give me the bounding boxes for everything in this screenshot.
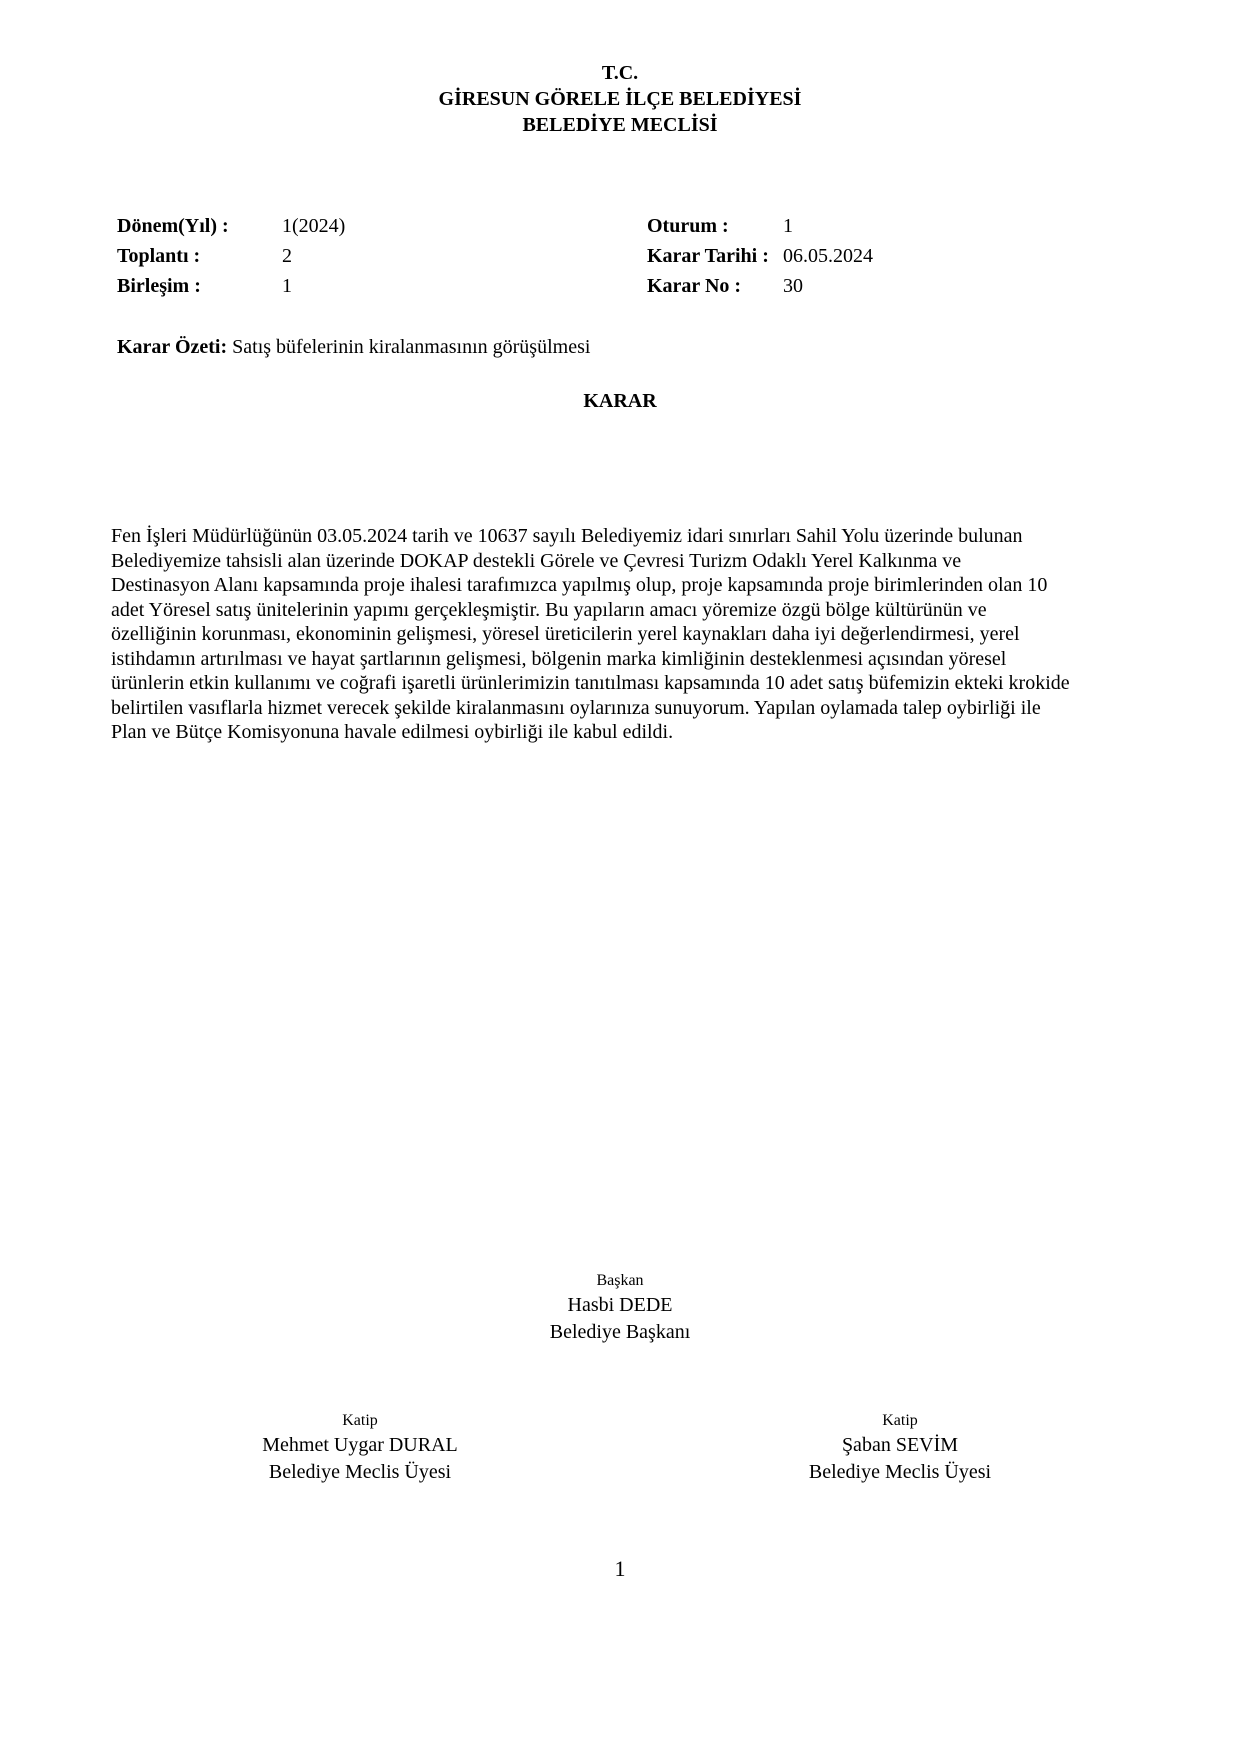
header-council: BELEDİYE MECLİSİ xyxy=(522,114,718,136)
body-line: Belediyemize tahsisli alan üzerinde DOKAP destekli Görele ve Çevresi Turizm Odaklı Yerel Kalkınma ve xyxy=(111,549,962,572)
meta-label: Birleşim : xyxy=(117,275,201,297)
body-line: istihdamın artırılması ve hayat şartlarının gelişmesi, bölgenin marka kimliğinin desteklenmesi açısından yöresel xyxy=(111,647,1007,670)
meta-value: 1 xyxy=(783,215,793,237)
meta-label: Toplantı : xyxy=(117,245,201,267)
header-municipality: GİRESUN GÖRELE İLÇE BELEDİYESİ xyxy=(438,88,802,110)
body-line: Destinasyon Alanı kapsamında proje ihalesi tarafımızca yapılmış olup, proje kapsamında proje birimlerinden olan 10 xyxy=(111,574,1048,596)
signature-role: Katip xyxy=(882,1412,918,1429)
meta-label: Dönem(Yıl) : xyxy=(117,215,229,237)
signature-clerk-right xyxy=(750,1410,1050,1486)
signature-title: Belediye Başkanı xyxy=(549,1321,691,1343)
body-line: Plan ve Bütçe Komisyonuna havale edilmesi oybirliği ile kabul edildi. xyxy=(111,721,674,743)
meta-value: 30 xyxy=(783,275,803,297)
signature-role: Başkan xyxy=(596,1272,644,1289)
meta-value: 2 xyxy=(282,245,292,267)
summary-label: Karar Özeti: xyxy=(117,336,228,358)
document-header xyxy=(0,60,1240,138)
meta-row-oturum xyxy=(647,211,873,241)
meta-label: Karar Tarihi : xyxy=(647,245,769,267)
signature-name: Hasbi DEDE xyxy=(567,1294,673,1316)
decision-summary xyxy=(117,334,590,360)
page-number: 1 xyxy=(614,1556,626,1581)
meta-right-block xyxy=(647,211,873,301)
body-line: adet Yöresel satış ünitelerinin yapımı gerçekleşmiştir. Bu yapıların amacı yöremize özgü bölge kültürünün ve xyxy=(111,598,987,621)
signature-clerk-left xyxy=(210,1410,510,1486)
signature-title: Belediye Meclis Üyesi xyxy=(808,1461,992,1483)
body-line: ürünlerin etkin kullanımı ve coğrafi işaretli ürünlerimizin tanıtılması kapsamında 10 adet satış büfemizin ekteki krokide xyxy=(111,672,1070,694)
meta-label: Oturum : xyxy=(647,215,729,237)
signature-president xyxy=(470,1270,770,1346)
meta-value: 06.05.2024 xyxy=(783,245,873,267)
body-line: özelliğinin korunması, ekonominin gelişmesi, yöresel üreticilerin yerel kaynakları daha iyi değerlendirmesi, yerel xyxy=(111,623,1020,645)
meta-value: 1(2024) xyxy=(282,215,346,237)
signature-title: Belediye Meclis Üyesi xyxy=(268,1461,452,1483)
decision-title: KARAR xyxy=(583,390,657,412)
decision-body xyxy=(111,524,1131,745)
signature-name: Mehmet Uygar DURAL xyxy=(262,1434,458,1456)
meta-row-karar-no xyxy=(647,271,873,301)
body-line: belirtilen vasıflarla hizmet verecek şekilde kiralanmasını oylarınıza sunuyorum. Yapılan oylamada talep oybirliği ile xyxy=(111,696,1041,719)
header-tc: T.C. xyxy=(601,62,639,84)
signature-role: Katip xyxy=(342,1412,378,1429)
meta-row-karar-tarihi xyxy=(647,241,873,271)
meta-label: Karar No : xyxy=(647,275,742,297)
signature-name: Şaban SEVİM xyxy=(841,1434,959,1456)
summary-value: Satış büfelerinin kiralanmasının görüşülmesi xyxy=(227,336,591,358)
meta-value: 1 xyxy=(282,275,292,297)
meta-left-block xyxy=(117,211,345,301)
meta-row-donem xyxy=(117,211,345,241)
meta-row-toplanti xyxy=(117,241,345,271)
body-line: Fen İşleri Müdürlüğünün 03.05.2024 tarih ve 10637 sayılı Belediyemiz idari sınırları Sahil Yolu üzerinde bulunan xyxy=(111,525,1023,547)
meta-row-birlesim xyxy=(117,271,345,301)
